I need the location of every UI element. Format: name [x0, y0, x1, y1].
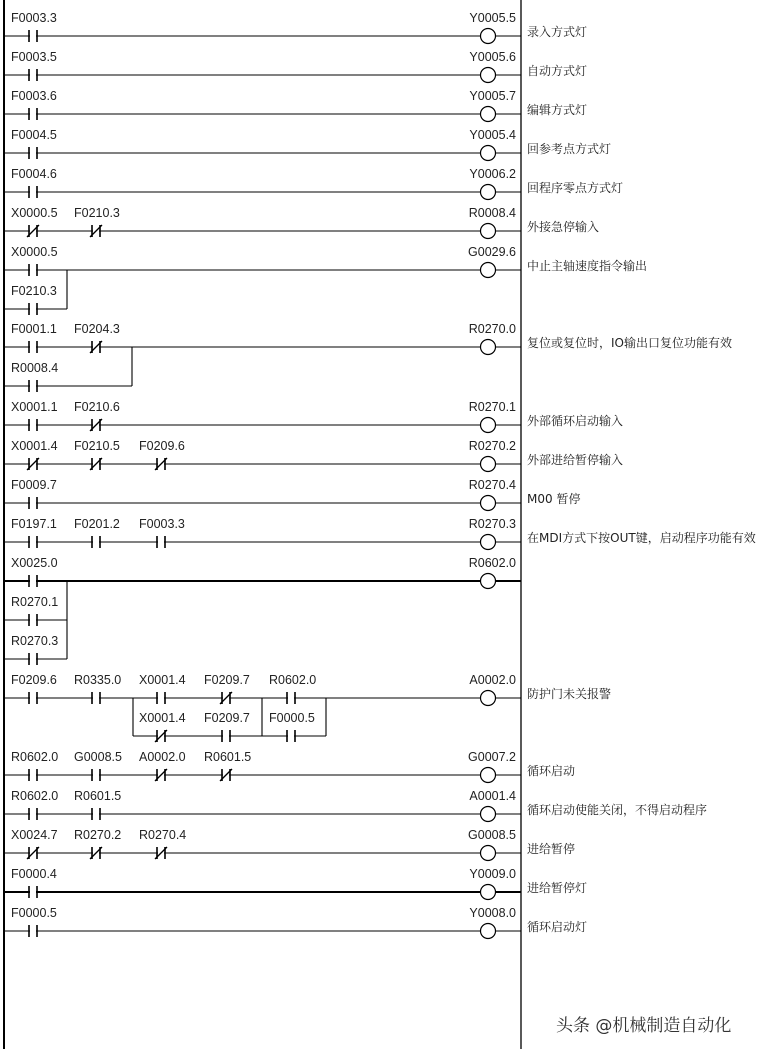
- rung-comment: 自动方式灯: [527, 64, 588, 78]
- normally-closed-contact: [74, 322, 120, 353]
- normally-closed-contact: [74, 828, 121, 859]
- output-coil: [469, 400, 516, 433]
- normally-closed-contact: [139, 750, 186, 781]
- coil-address: G0008.5: [468, 828, 516, 842]
- output-coil: [469, 128, 516, 161]
- rung: [4, 556, 521, 665]
- normally-open-contact: [74, 750, 122, 781]
- output-coil: [469, 906, 516, 939]
- coil-address: Y0008.0: [469, 906, 516, 920]
- normally-open-contact: [11, 400, 58, 431]
- contact-address: R0601.5: [74, 789, 122, 803]
- rung: [4, 89, 587, 122]
- normally-open-contact: [139, 517, 185, 548]
- coil-address: Y0005.7: [469, 89, 516, 103]
- contact-address: X0001.4: [139, 673, 186, 687]
- rung: [4, 828, 575, 861]
- contact-address: F0197.1: [11, 517, 57, 531]
- contact-address: G0008.5: [74, 750, 122, 764]
- normally-closed-contact: [204, 673, 250, 704]
- normally-open-contact: [204, 711, 250, 742]
- normally-open-contact: [11, 128, 57, 159]
- coil-address: Y0009.0: [469, 867, 516, 881]
- normally-open-contact: [11, 245, 58, 276]
- contact-address: F0210.3: [74, 206, 120, 220]
- normally-open-contact: [11, 284, 57, 315]
- normally-open-contact: [11, 89, 57, 120]
- output-coil: [469, 167, 516, 200]
- rung: [4, 245, 647, 315]
- contact-address: X0025.0: [11, 556, 58, 570]
- output-coil: [469, 867, 516, 900]
- normally-open-contact: [269, 711, 315, 742]
- rung: [4, 11, 587, 44]
- output-coil: [469, 789, 516, 822]
- contact-address: R0270.2: [74, 828, 122, 842]
- normally-open-contact: [11, 867, 57, 898]
- rung: [4, 322, 732, 392]
- contact-address: F0209.7: [204, 673, 250, 687]
- rung-comment: 循环启动使能关闭，不得启动程序: [527, 803, 708, 817]
- rung-comment: 进给暂停灯: [527, 881, 588, 895]
- normally-closed-contact: [74, 400, 120, 431]
- output-coil: [469, 478, 516, 511]
- normally-open-contact: [74, 789, 121, 820]
- rung-comment: 中止主轴速度指令输出: [527, 259, 648, 273]
- normally-open-contact: [11, 556, 58, 587]
- rung-comment: 外部进给暂停输入: [527, 453, 624, 467]
- coil-address: R0602.0: [468, 556, 516, 570]
- contact-address: F0003.3: [139, 517, 185, 531]
- output-coil: [469, 322, 516, 355]
- contact-address: F0000.4: [11, 867, 57, 881]
- normally-open-contact: [139, 673, 186, 704]
- output-coil: [468, 245, 516, 278]
- coil-address: R0270.2: [468, 439, 516, 453]
- rung: [4, 50, 587, 83]
- contact-address: X0001.4: [139, 711, 186, 725]
- contact-address: X0001.4: [11, 439, 58, 453]
- coil-address: R0270.1: [468, 400, 516, 414]
- normally-open-contact: [11, 517, 57, 548]
- contact-address: F0000.5: [269, 711, 315, 725]
- rung-comment: M00 暂停: [527, 492, 581, 506]
- output-coil: [469, 50, 516, 83]
- coil-address: Y0005.4: [469, 128, 516, 142]
- coil-address: R0270.0: [468, 322, 516, 336]
- normally-open-contact: [11, 673, 57, 704]
- rung-comment: 循环启动灯: [527, 920, 588, 934]
- output-coil: [469, 556, 516, 589]
- normally-open-contact: [11, 906, 57, 937]
- rung: [4, 906, 587, 939]
- normally-open-contact: [74, 673, 121, 704]
- output-coil: [469, 439, 516, 472]
- contact-address: F0209.6: [11, 673, 57, 687]
- normally-closed-contact: [204, 750, 251, 781]
- normally-closed-contact: [74, 206, 120, 237]
- coil-address: G0007.2: [468, 750, 516, 764]
- contact-address: R0008.4: [11, 361, 59, 375]
- normally-open-contact: [11, 167, 57, 198]
- contact-address: R0602.0: [11, 750, 59, 764]
- normally-open-contact: [11, 478, 57, 509]
- contact-address: F0201.2: [74, 517, 120, 531]
- output-coil: [468, 828, 516, 861]
- watermark: 头条 @机械制造自动化: [556, 1016, 732, 1036]
- normally-closed-contact: [11, 439, 58, 470]
- normally-closed-contact: [139, 439, 185, 470]
- contact-address: X0024.7: [11, 828, 58, 842]
- coil-address: R0008.4: [468, 206, 516, 220]
- contact-address: F0003.3: [11, 11, 57, 25]
- contact-address: F0209.6: [139, 439, 185, 453]
- rung: [4, 673, 611, 742]
- normally-open-contact: [11, 789, 58, 820]
- output-coil: [469, 11, 516, 44]
- contact-address: F0004.5: [11, 128, 57, 142]
- normally-open-contact: [11, 595, 58, 626]
- contact-address: X0000.5: [11, 245, 58, 259]
- rung-comment: 在MDI方式下按OUT键，启动程序功能有效: [527, 531, 756, 545]
- contact-address: F0001.1: [11, 322, 57, 336]
- rung: [4, 400, 623, 433]
- normally-closed-contact: [139, 828, 186, 859]
- coil-address: A0002.0: [469, 673, 516, 687]
- contact-address: R0270.1: [11, 595, 59, 609]
- rung: [4, 206, 599, 239]
- contact-address: R0601.5: [204, 750, 252, 764]
- rung-comment: 进给暂停: [527, 842, 576, 856]
- rung-comment: 外接急停输入: [527, 220, 600, 234]
- contact-address: R0270.4: [139, 828, 187, 842]
- normally-open-contact: [11, 50, 57, 81]
- contact-address: F0004.6: [11, 167, 57, 181]
- rung-comment: 防护门未关报警: [527, 687, 612, 701]
- output-coil: [469, 206, 516, 239]
- coil-address: G0029.6: [468, 245, 516, 259]
- rung: [4, 750, 575, 783]
- contact-address: R0270.3: [11, 634, 59, 648]
- contact-address: F0003.6: [11, 89, 57, 103]
- output-coil: [468, 750, 516, 783]
- normally-closed-contact: [11, 828, 58, 859]
- coil-address: R0270.4: [468, 478, 516, 492]
- normally-open-contact: [11, 750, 58, 781]
- normally-closed-contact: [139, 711, 186, 742]
- output-coil: [469, 517, 516, 550]
- normally-open-contact: [269, 673, 316, 704]
- output-coil: [469, 673, 516, 706]
- contact-address: A0002.0: [139, 750, 186, 764]
- rung: [4, 867, 587, 900]
- contact-address: F0210.5: [74, 439, 120, 453]
- contact-address: R0335.0: [74, 673, 122, 687]
- rung-comment: 编辑方式灯: [527, 103, 588, 117]
- rung-comment: 外部循环启动输入: [527, 414, 624, 428]
- rung-comment: 复位或复位时，IO输出口复位功能有效: [527, 336, 732, 350]
- coil-address: R0270.3: [468, 517, 516, 531]
- normally-open-contact: [74, 517, 120, 548]
- contact-address: F0209.7: [204, 711, 250, 725]
- contact-address: F0204.3: [74, 322, 120, 336]
- rung: [4, 478, 580, 511]
- contact-address: F0210.3: [11, 284, 57, 298]
- normally-closed-contact: [74, 439, 120, 470]
- contact-address: X0000.5: [11, 206, 58, 220]
- contact-address: F0210.6: [74, 400, 120, 414]
- coil-address: Y0005.6: [469, 50, 516, 64]
- rung: [4, 789, 707, 822]
- contact-address: F0003.5: [11, 50, 57, 64]
- contact-address: F0000.5: [11, 906, 57, 920]
- contact-address: R0602.0: [269, 673, 317, 687]
- rung-comment: 录入方式灯: [527, 25, 588, 39]
- normally-open-contact: [11, 361, 58, 392]
- rung: [4, 517, 756, 550]
- coil-address: A0001.4: [469, 789, 516, 803]
- rung-comment: 循环启动: [527, 764, 576, 778]
- normally-closed-contact: [11, 206, 58, 237]
- coil-address: Y0005.5: [469, 11, 516, 25]
- rung-comment: 回程序零点方式灯: [527, 181, 624, 195]
- normally-open-contact: [11, 11, 57, 42]
- contact-address: F0009.7: [11, 478, 57, 492]
- normally-open-contact: [11, 634, 58, 665]
- coil-address: Y0006.2: [469, 167, 516, 181]
- contact-address: X0001.1: [11, 400, 58, 414]
- output-coil: [469, 89, 516, 122]
- rung: [4, 167, 623, 200]
- normally-open-contact: [11, 322, 57, 353]
- rung: [4, 128, 611, 161]
- rung: [4, 439, 623, 472]
- contact-address: R0602.0: [11, 789, 59, 803]
- rung-comment: 回参考点方式灯: [527, 142, 612, 156]
